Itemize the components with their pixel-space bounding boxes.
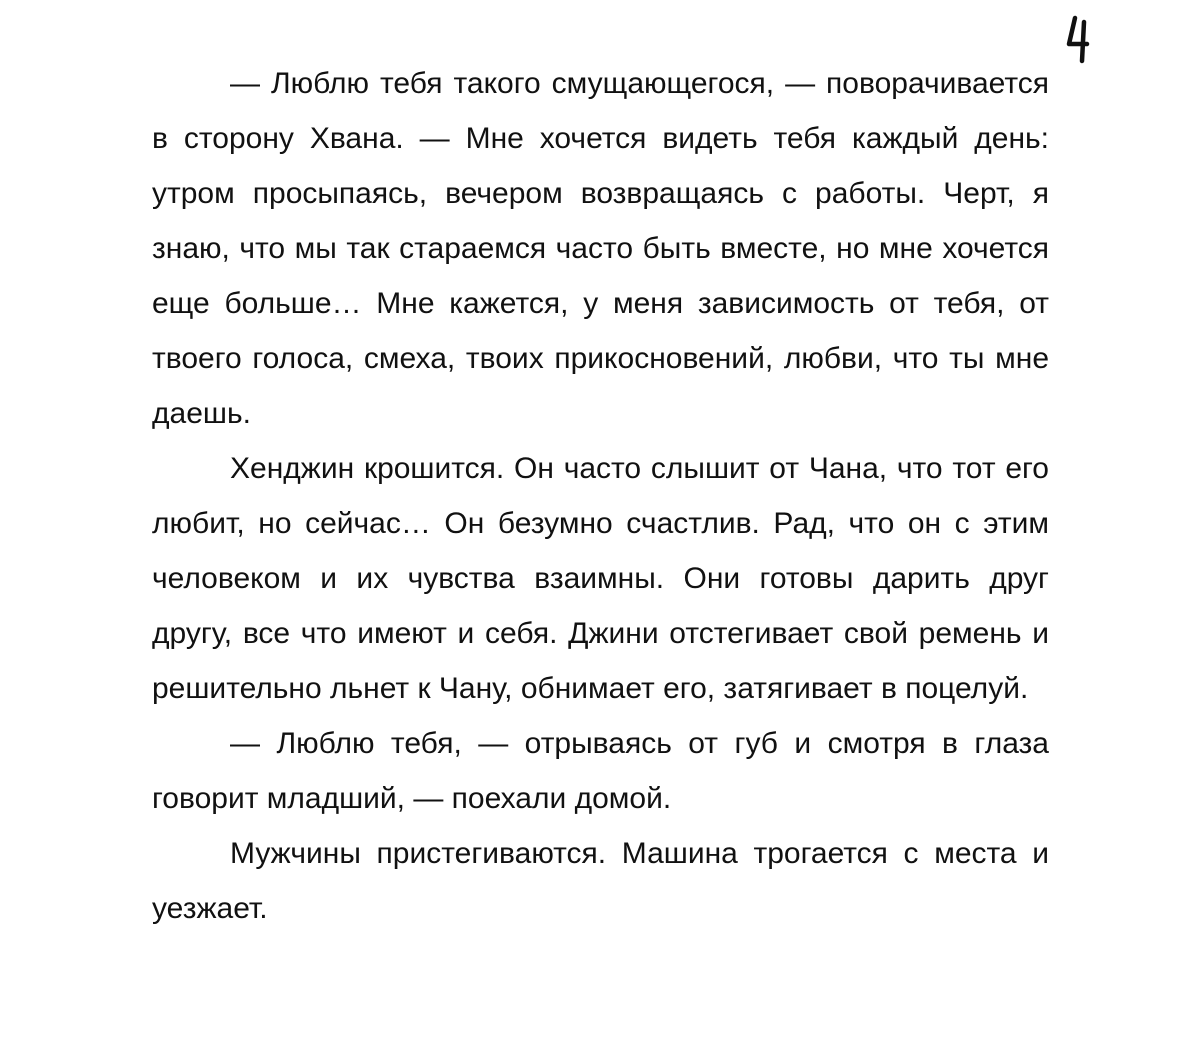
handwritten-page-number — [1063, 14, 1093, 64]
paragraph: Мужчины пристегиваются. Машина трогается с места и уезжает. — [152, 837, 1049, 925]
paragraph: — Люблю тебя такого смущающегося, — поворачивается в сторону Хвана. — Мне хочется видеть тебя каждый день: утром просыпаясь, вечером возвращаясь с работы. Черт, я знаю, что мы так стараемся часто быть вместе, но мне хочется еще больше… Мне кажется, у меня зависимость от тебя, от твоего голоса, смеха, твоих прикосновений, любви, что ты мне даешь. — [152, 67, 1049, 430]
paragraph: — Люблю тебя, — отрываясь от губ и смотря в глаза говорит младший, — поехали домой. — [152, 727, 1049, 815]
page-number — [1063, 14, 1093, 64]
body-text — [152, 56, 1049, 936]
page-number-text — [1063, 64, 1064, 65]
paragraph: Хенджин крошится. Он часто слышит от Чана, что тот его любит, но сейчас… Он безумно счастлив. Рад, что он с этим человеком и их чувства взаимны. Они готовы дарить друг другу, все что имеют и себя. Джини отстегивает свой ремень и решительно льнет к Чану, обнимает его, затягивает в поцелуй. — [152, 452, 1049, 705]
